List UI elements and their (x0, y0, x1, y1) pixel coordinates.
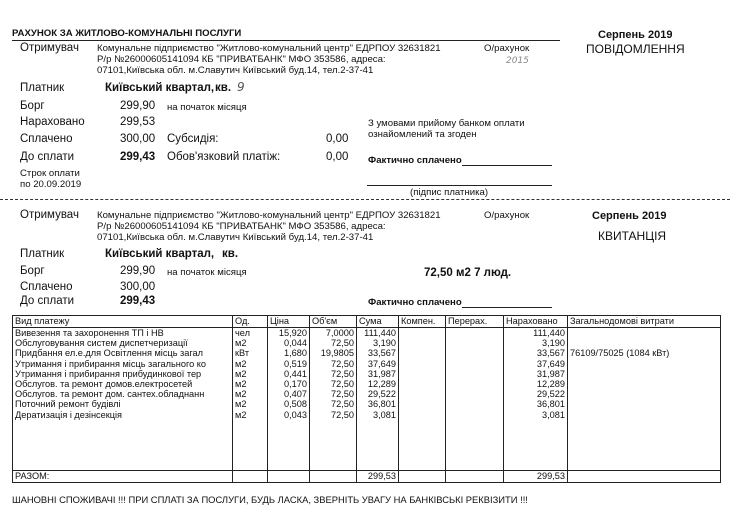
paid-value: 300,00 (120, 133, 156, 145)
debt-value: 299,90 (120, 100, 156, 112)
terms-line-1: З умовами прийому банком оплати (368, 118, 525, 129)
apartment-value: 9 (237, 80, 245, 94)
cell-price: 0,043 (268, 410, 310, 420)
signature-rule (367, 185, 552, 186)
cell-unit: м2 (233, 359, 268, 369)
table-header-row (13, 316, 721, 328)
cell-recalculation (446, 348, 504, 358)
receipt-paid-label: Сплачено (20, 281, 73, 293)
cell-accrued: 3,190 (504, 338, 568, 348)
cut-line (0, 199, 730, 200)
paid-label: Сплачено (20, 133, 73, 145)
cell-compensation (399, 338, 446, 348)
receipt-area-info: 72,50 м2 7 люд. (424, 267, 512, 279)
table-row (13, 379, 721, 389)
col-header-compensation: Компен. (399, 316, 446, 328)
cell-volume: 7,0000 (310, 328, 357, 339)
cell-common-expenses (568, 410, 721, 420)
cell-price: 0,044 (268, 338, 310, 348)
footer-notice: ШАНОВНІ СПОЖИВАЧІ !!! ПРИ СПЛАТІ ЗА ПОСЛУГИ, БУДЬ ЛАСКА, ЗВЕРНІТЬ УВАГУ НА БАНКІВСЬКІ РЕКВІЗИТИ !!! (12, 494, 528, 505)
cell-unit: м2 (233, 369, 268, 379)
due-value: 299,43 (120, 151, 156, 163)
cell-sum: 3,190 (357, 338, 399, 348)
recipient-label: Отримувач (20, 42, 79, 54)
cell-compensation (399, 379, 446, 389)
receipt-title: КВИТАНЦІЯ (598, 229, 667, 243)
debt-note: на початок місяця (167, 102, 247, 113)
cell-price: 15,920 (268, 328, 310, 339)
table-row (13, 348, 721, 358)
cell-common-expenses (568, 389, 721, 399)
table-spacer-row (13, 420, 721, 471)
terms-line-2: ознайомлений та згоден (368, 129, 477, 140)
cell-common-expenses (568, 359, 721, 369)
cell-sum: 33,567 (357, 348, 399, 358)
receipt-recipient-line-2: Р/р №26000605141094 КБ "ПРИВАТБАНК" МФО 353586, адреса: (97, 221, 386, 232)
cell-volume: 72,50 (310, 410, 357, 420)
cell-price: 0,407 (268, 389, 310, 399)
cell-common-expenses (568, 369, 721, 379)
table-row (13, 369, 721, 379)
cell-service: Дератизація і дезінсекція (13, 410, 233, 420)
actual-paid-rule (462, 165, 552, 166)
cell-service: Вивезення та захоронення ТП і НВ (13, 328, 233, 339)
cell-sum: 31,987 (357, 369, 399, 379)
total-accrued: 299,53 (504, 470, 568, 482)
receipt-debt-label: Борг (20, 265, 45, 277)
receipt-actual-paid-rule (462, 307, 552, 308)
cell-unit: м2 (233, 389, 268, 399)
total-sum: 299,53 (357, 470, 399, 482)
cell-compensation (399, 410, 446, 420)
due-label: До сплати (20, 151, 75, 163)
cell-accrued: 12,289 (504, 379, 568, 389)
cell-sum: 111,440 (357, 328, 399, 339)
cell-sum: 36,801 (357, 399, 399, 409)
cell-unit: м2 (233, 410, 268, 420)
receipt-recipient-line-1: Комунальне підприємство "Житлово-комунальний центр" ЕДРПОУ 32631821 (97, 210, 441, 221)
deadline-line-1: Строк оплати (20, 168, 80, 179)
cell-price: 0,508 (268, 399, 310, 409)
cell-service: Утримання і прибирання місць загального ко (13, 359, 233, 369)
cell-accrued: 111,440 (504, 328, 568, 339)
mandatory-value: 0,00 (326, 151, 349, 163)
receipt-debt-note: на початок місяця (167, 267, 247, 278)
col-header-unit: Од. (233, 316, 268, 328)
col-header-sum: Сума (357, 316, 399, 328)
signature-label: (підпис платника) (410, 187, 489, 198)
cell-accrued: 31,987 (504, 369, 568, 379)
cell-service: Утримання і прибирання прибудинкової тер (13, 369, 233, 379)
cell-unit: кВт (233, 348, 268, 358)
table-row (13, 328, 721, 339)
cell-recalculation (446, 410, 504, 420)
cell-service: Обслугов. та ремонт домов.електросетей (13, 379, 233, 389)
cell-common-expenses (568, 338, 721, 348)
recipient-line-2: Р/р №26000605141094 КБ "ПРИВАТБАНК" МФО 353586, адреса: (97, 54, 386, 65)
mandatory-label: Обов'язковий платіж: (167, 151, 281, 163)
cell-volume: 72,50 (310, 389, 357, 399)
cell-volume: 72,50 (310, 399, 357, 409)
recipient-line-3: 07101,Київська обл. м.Славутич Київський буд.14, тел.2-37-41 (97, 65, 374, 76)
cell-compensation (399, 359, 446, 369)
cell-service: Обслугов. та ремонт дом. сантех.обладнанн (13, 389, 233, 399)
account-label: О/рахунок (484, 43, 530, 54)
table-row (13, 399, 721, 409)
receipt-account-label: О/рахунок (484, 210, 530, 221)
col-header-common-expenses: Загальнодомові витрати (568, 316, 721, 328)
receipt-recipient-line-3: 07101,Київська обл. м.Славутич Київський буд.14, тел.2-37-41 (97, 232, 374, 243)
subsidy-value: 0,00 (326, 133, 349, 145)
cell-volume: 72,50 (310, 338, 357, 348)
cell-recalculation (446, 379, 504, 389)
cell-price: 1,680 (268, 348, 310, 358)
cell-common-expenses (568, 399, 721, 409)
cell-volume: 72,50 (310, 369, 357, 379)
cell-recalculation (446, 328, 504, 339)
table-row (13, 389, 721, 399)
cell-sum: 12,289 (357, 379, 399, 389)
col-header-price: Ціна (268, 316, 310, 328)
receipt-due-value: 299,43 (120, 295, 156, 307)
col-header-volume: Об'єм (310, 316, 357, 328)
recipient-line-1: Комунальне підприємство "Житлово-комунальний центр" ЕДРПОУ 32631821 (97, 43, 441, 54)
cell-accrued: 36,801 (504, 399, 568, 409)
cell-compensation (399, 399, 446, 409)
table-row (13, 338, 721, 348)
table-row (13, 410, 721, 420)
receipt-paid-value: 300,00 (120, 281, 156, 293)
cell-compensation (399, 369, 446, 379)
col-header-recalculation: Перерах. (446, 316, 504, 328)
notice-period: Серпень 2019 (598, 29, 673, 41)
cell-recalculation (446, 399, 504, 409)
payer-label: Платник (20, 82, 65, 94)
cell-accrued: 33,567 (504, 348, 568, 358)
receipt-recipient-label: Отримувач (20, 209, 79, 221)
services-table (12, 315, 721, 483)
cell-recalculation (446, 338, 504, 348)
payer-value: Київський квартал, (105, 82, 215, 94)
cell-volume: 72,50 (310, 379, 357, 389)
deadline-line-2: по 20.09.2019 (20, 179, 82, 190)
table-total-row (13, 470, 721, 482)
receipt-payer-label: Платник (20, 248, 65, 260)
notice-title: ПОВІДОМЛЕННЯ (586, 42, 685, 56)
cell-service: Поточний ремонт будівлі (13, 399, 233, 409)
cell-volume: 19,9805 (310, 348, 357, 358)
cell-accrued: 29,522 (504, 389, 568, 399)
table-row (13, 359, 721, 369)
receipt-due-label: До сплати (20, 295, 75, 307)
accrued-value: 299,53 (120, 116, 156, 128)
cell-compensation (399, 348, 446, 358)
cell-recalculation (446, 369, 504, 379)
cell-unit: м2 (233, 379, 268, 389)
col-header-service: Вид платежу (13, 316, 233, 328)
receipt-debt-value: 299,90 (120, 265, 156, 277)
cell-sum: 37,649 (357, 359, 399, 369)
debt-label: Борг (20, 100, 45, 112)
cell-unit: м2 (233, 399, 268, 409)
cell-common-expenses (568, 379, 721, 389)
cell-price: 0,441 (268, 369, 310, 379)
account-value: 2015 (506, 56, 529, 66)
receipt-payer-value: Київський квартал, (105, 248, 215, 260)
cell-accrued: 3,081 (504, 410, 568, 420)
col-header-accrued: Нараховано (504, 316, 568, 328)
subsidy-label: Субсидія: (167, 133, 219, 145)
cell-accrued: 37,649 (504, 359, 568, 369)
cell-sum: 29,522 (357, 389, 399, 399)
cell-volume: 72,50 (310, 359, 357, 369)
cell-recalculation (446, 389, 504, 399)
cell-unit: чел (233, 328, 268, 339)
cell-common-expenses (568, 328, 721, 339)
cell-compensation (399, 389, 446, 399)
heading-rule (12, 40, 560, 41)
cell-common-expenses: 76109/75025 (1084 кВт) (568, 348, 721, 358)
receipt-actual-paid-label: Фактично сплачено (368, 297, 462, 308)
cell-recalculation (446, 359, 504, 369)
cell-price: 0,519 (268, 359, 310, 369)
cell-service: Придбання ел.е.для Освітлення місць загал (13, 348, 233, 358)
apartment-label: кв. (215, 82, 232, 94)
receipt-apartment-label: кв. (222, 248, 239, 260)
cell-sum: 3,081 (357, 410, 399, 420)
actual-paid-label: Фактично сплачено (368, 155, 462, 166)
accrued-label: Нараховано (20, 116, 85, 128)
cell-compensation (399, 328, 446, 339)
bill-heading: РАХУНОК ЗА ЖИТЛОВО-КОМУНАЛЬНІ ПОСЛУГИ (12, 28, 242, 39)
cell-price: 0,170 (268, 379, 310, 389)
cell-unit: м2 (233, 338, 268, 348)
total-label: РАЗОМ: (13, 470, 233, 482)
cell-service: Обслуговування систем диспетчеризації (13, 338, 233, 348)
receipt-period: Серпень 2019 (592, 210, 667, 222)
